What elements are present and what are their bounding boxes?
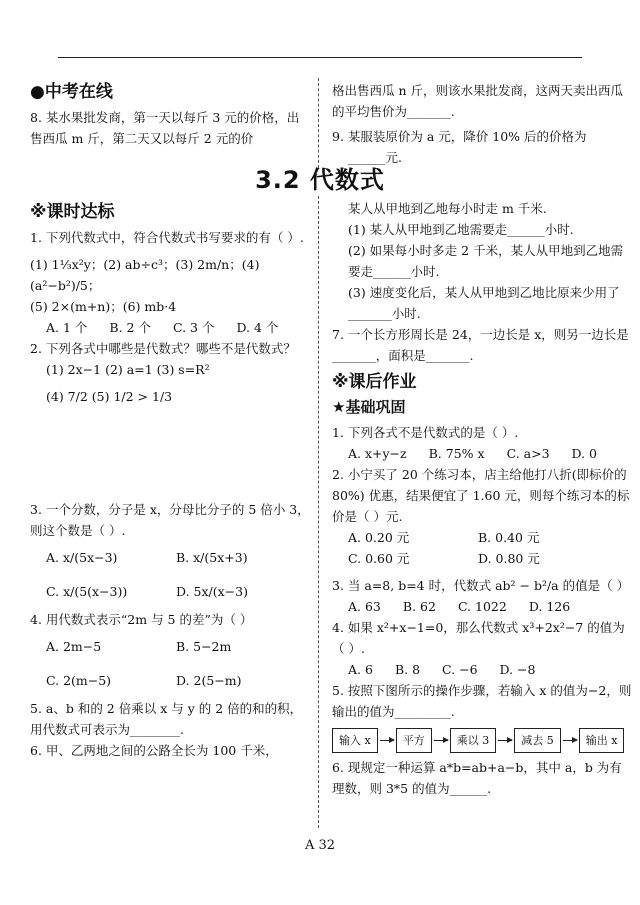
zhongkao-heading: ●中考在线 (30, 82, 113, 102)
keshi-section (30, 200, 310, 761)
option: C. x/(5(x−3)) (46, 584, 128, 599)
keshi-q6-3: (3) 速度变化后，某人从甲地到乙地比原来少用了_______小时. (348, 285, 620, 321)
keshi-q1-items2: (5) 2×(m+n)；(6) mb·4 (30, 299, 177, 314)
kehou-q5: 5. 按照下图所示的操作步骤，若输入 x 的值为−2，则输出的值为_________. (332, 683, 632, 719)
keshi-q6-cont: 某人从甲地到乙地每小时走 m 千米. (348, 201, 547, 216)
arrow-right-icon (380, 740, 394, 741)
kehou-heading: ※课后作业 (332, 372, 417, 392)
option: D. 0.80 元 (478, 551, 540, 566)
keshi-q1-options (30, 317, 310, 338)
option: D. 126 (528, 599, 571, 614)
section-title: 3.2 代数式 (255, 166, 385, 194)
keshi-q2: 2. 下列各式中哪些是代数式？哪些不是代数式？ (30, 341, 296, 356)
kehou-q4-options (332, 659, 632, 680)
kehou-q2: 2. 小宁买了 20 个练习本，店主给他打八折(即标价的 80%) 优惠，结果便宜了 1.60 元，则每个练习本的标价是（ ）元. (332, 467, 630, 524)
column-divider-top (318, 78, 319, 168)
option: C. 0.60 元 (348, 551, 410, 566)
kehou-q1-options (332, 443, 632, 464)
flow-step-square: 平方 (396, 728, 432, 753)
keshi-q3-options (30, 541, 310, 609)
option: C. a>3 (506, 446, 550, 461)
zhongkao-q8: 8. 某水果批发商，第一天以每斤 3 元的价格，出售西瓜 m 斤，第二天又以每斤 2 元的价 (30, 110, 300, 146)
answer-space (30, 407, 310, 499)
option: D. 2(5−m) (176, 673, 242, 688)
kehou-q6: 6. 现规定一种运算 a*b=ab+a−b，其中 a，b 为有理数，则 3*5 的值为______. (332, 760, 622, 796)
right-column (332, 198, 632, 799)
option: A. 63 (348, 599, 381, 614)
zhongkao-section (30, 80, 310, 149)
option: B. 62 (402, 599, 436, 614)
keshi-q6-2: (2) 如果每小时多走 2 千米，某人从甲地到乙地需要走______小时. (348, 243, 624, 279)
option: C. −6 (442, 662, 478, 677)
keshi-q7: 7. 一个长方形周长是 24，一边长是 x，则另一边长是_______，面积是_______. (332, 327, 629, 363)
keshi-q6-1: (1) 某人从甲地到乙地需要走______小时. (348, 222, 574, 237)
keshi-q1: 1. 下列代数式中，符合代数式书写要求的有（ ）. (30, 230, 304, 245)
arrow-right-icon (434, 740, 448, 741)
flow-diagram (332, 728, 632, 753)
keshi-q4-options (30, 630, 310, 698)
kehou-q3-options (332, 596, 632, 617)
kehou-subheading: ★基础巩固 (332, 398, 406, 416)
kehou-q4: 4. 如果 x²+x−1=0，那么代数式 x³+2x²−7 的值为（ ）. (332, 620, 625, 656)
flow-step-output: 输出 x (579, 728, 625, 753)
keshi-q5: 5. a、b 和的 2 倍乘以 x 与 y 的 2 倍的和的积，用代数式可表示为________. (30, 701, 303, 737)
option: B. 0.40 元 (478, 530, 540, 545)
zhongkao-q8-cont: 格出售西瓜 n 斤，则该水果批发商，这两天卖出西瓜的平均售价为_______. (332, 83, 623, 119)
option: A. x/(5x−3) (46, 550, 118, 565)
kehou-q2-options (332, 527, 632, 569)
flow-step-multiply: 乘以 3 (450, 728, 497, 753)
option: A. 0.20 元 (348, 530, 410, 545)
option: C. 2(m−5) (46, 673, 112, 688)
arrow-right-icon (498, 740, 512, 741)
option: D. 5x/(x−3) (176, 584, 248, 599)
keshi-q1-items: (1) 1⅓x²y；(2) ab÷c³；(3) 2m/n；(4) (a²−b²)/5； (30, 257, 260, 293)
option: B. 8 (394, 662, 421, 677)
option: C. 3 个 (172, 320, 215, 335)
option: B. x/(5x+3) (176, 550, 248, 565)
option: C. 1022 (457, 599, 507, 614)
option: B. 2 个 (109, 320, 151, 335)
option: A. 1 个 (46, 320, 88, 335)
keshi-q3: 3. 一个分数，分子是 x，分母比分子的 5 倍小 3，则这个数是（ ）. (30, 502, 310, 538)
column-divider (318, 196, 319, 828)
keshi-q2-items: (1) 2x−1 (2) a=1 (3) s=R² (46, 362, 210, 377)
keshi-q4: 4. 用代数式表示“2m 与 5 的差”为（ ） (30, 612, 253, 627)
flow-step-input: 输入 x (332, 728, 378, 753)
kehou-q1: 1. 下列各式不是代数式的是（ ）. (332, 425, 519, 440)
option: D. 4 个 (236, 320, 279, 335)
page-number: A 32 (304, 838, 336, 853)
option: D. 0 (571, 446, 598, 461)
zhongkao-q9: 9. 某服装原价为 a 元，降价 10% 后的价格为 (332, 129, 587, 144)
option: A. 6 (348, 662, 373, 677)
option: B. 75% x (428, 446, 485, 461)
zhongkao-right (332, 80, 632, 168)
flow-step-subtract: 减去 5 (514, 728, 561, 753)
keshi-q6: 6. 甲、乙两地之间的公路全长为 100 千米， (30, 743, 278, 758)
zhongkao-q9-cont: ______元. (348, 150, 402, 165)
option: B. 5−2m (176, 639, 232, 654)
keshi-heading: ※课时达标 (30, 202, 115, 222)
keshi-q2-items2: (4) 7/2 (5) 1/2 > 1/3 (46, 389, 173, 404)
kehou-q3: 3. 当 a=8, b=4 时，代数式 ab² − b²/a 的值是（ ） (332, 578, 630, 593)
arrow-right-icon (563, 740, 577, 741)
option: A. 2m−5 (46, 639, 102, 654)
option: D. −8 (499, 662, 536, 677)
header-rule (58, 57, 582, 58)
option: A. x+y−z (348, 446, 407, 461)
